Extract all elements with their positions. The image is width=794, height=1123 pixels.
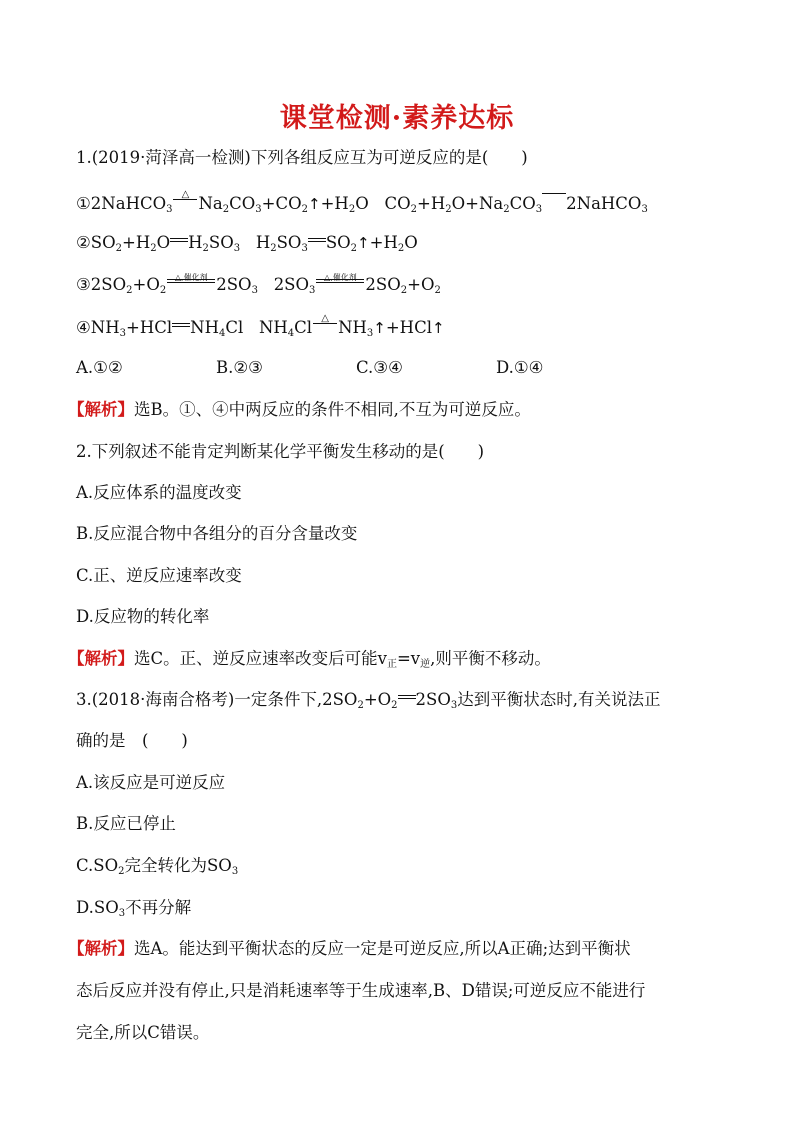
- q3-option-a[interactable]: A.该反应是可逆反应: [76, 773, 226, 792]
- heat-condition-arrow: △: [313, 317, 337, 331]
- answer-tag: 【解析】: [68, 939, 134, 958]
- heat-condition-arrow: △: [173, 193, 197, 207]
- q1-option-d[interactable]: D.①④: [496, 358, 544, 377]
- answer-tag: 【解析】: [68, 649, 134, 668]
- q2-option-b[interactable]: B.反应混合物中各组分的百分含量改变: [76, 524, 358, 543]
- q3-answer-line3: 完全,所以C错误。: [76, 1023, 210, 1042]
- page-title: 课堂检测·素养达标: [279, 103, 515, 134]
- q3-option-d[interactable]: $D.SO_3$不再分解: [76, 898, 192, 919]
- q1-answer: 【解析】选B。①、④中两反应的条件不相同,不互为可逆反应。: [68, 400, 531, 419]
- q1-reaction-1: ①2NaHCO$_3$ △ $Na_2CO_3+CO_2↑+H_2O$ $CO_2+H_2O+Na_2CO_3$ 2NaHCO$_3$: [76, 189, 648, 215]
- q2-option-d[interactable]: D.反应物的转化率: [76, 607, 210, 626]
- catalyst-condition-arrow: △,催化剂: [167, 274, 215, 288]
- q2-stem: 2.下列叙述不能肯定判断某化学平衡发生移动的是( ): [76, 442, 485, 461]
- q3-option-c[interactable]: $C.SO_2$完全转化为$SO_3$: [76, 856, 239, 877]
- q3-stem-line2: 确的是 ( ): [76, 731, 188, 750]
- q2-option-a[interactable]: A.反应体系的温度改变: [76, 483, 242, 502]
- q1-reaction-4: $④NH_3+HCl$ $NH_4Cl$ $NH_4Cl$ △ $NH_3↑+HCl↑$: [76, 313, 445, 339]
- q1-option-a[interactable]: A.①②: [76, 358, 123, 377]
- q3-answer: 【解析】选A。能达到平衡状态的反应一定是可逆反应,所以A正确;达到平衡状: [68, 939, 631, 958]
- q3-answer-line2: 态后反应并没有停止,只是消耗速率等于生成速率,B、D错误;可逆反应不能进行: [76, 981, 646, 1000]
- q1-stem: 1.(2019·菏泽高一检测)下列各组反应互为可逆反应的是( ): [76, 148, 528, 167]
- q1-reaction-3: $③2SO_2+O_2$ △,催化剂 $2SO_3$ $2SO_3$ △,催化剂 $2SO_2+O_2$: [76, 273, 441, 296]
- q1-options: [76, 356, 736, 380]
- q1-option-b[interactable]: B.②③: [216, 358, 263, 377]
- q1-option-c[interactable]: C.③④: [356, 358, 403, 377]
- q2-option-c[interactable]: C.正、逆反应速率改变: [76, 566, 242, 585]
- answer-tag: 【解析】: [68, 400, 134, 419]
- q3-option-b[interactable]: B.反应已停止: [76, 814, 176, 833]
- q3-stem: 3.(2018·海南合格考)一定条件下$,2SO_2+O_2$ $2SO_3$达到平衡状态时,有关说法正: [76, 690, 661, 711]
- catalyst-condition-arrow: △,催化剂: [316, 274, 364, 288]
- q1-reaction-2: $②SO_2+H_2O$ $H_2SO_3$ $H_2SO_3$ $SO_2↑+H_2O$: [76, 233, 418, 254]
- q2-answer: 【解析】选C。正、逆反应速率改变后可能$v_正=v_逆$,则平衡不移动。: [68, 649, 551, 670]
